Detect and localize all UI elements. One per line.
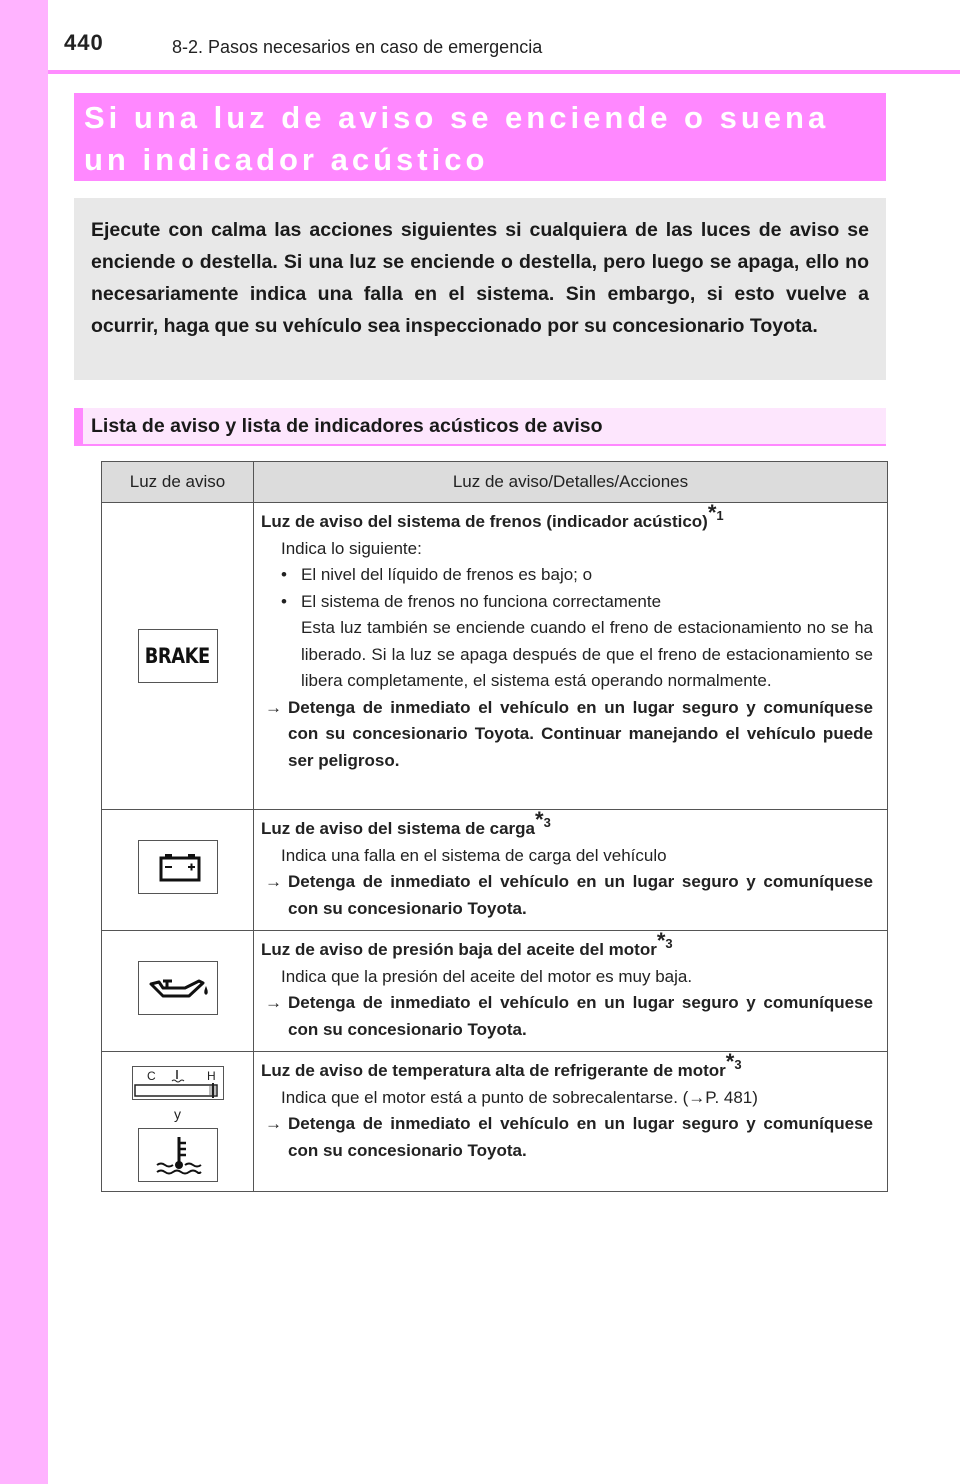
intro-box — [74, 198, 886, 380]
arrow-right-icon: → — [265, 697, 282, 717]
svg-text:C: C — [146, 1069, 156, 1083]
details-cell — [254, 1049, 888, 1192]
table-header-row — [102, 462, 888, 503]
arrow-right-icon: → — [265, 872, 282, 891]
temperature-gauge-icon — [132, 1066, 224, 1100]
icon-cell — [102, 810, 254, 931]
header-divider — [48, 70, 960, 74]
subheading-bar — [74, 408, 886, 446]
oil-pressure-icon — [138, 961, 218, 1015]
coolant-temperature-icon — [138, 1128, 218, 1182]
row-action: → Detenga de inmediato el vehículo en un lugar seguro y comuníquese con su concesionario Toyota. — [261, 1111, 873, 1164]
row-title: Luz de aviso de presión baja del aceite del motor$^{*3}$ — [261, 928, 673, 959]
icon-connector-text: y — [174, 1106, 181, 1122]
table-row — [102, 503, 888, 810]
row-action: → Detenga de inmediato el vehículo en un lugar seguro y comuníquese con su concesionario Toyota. — [261, 869, 873, 922]
details-cell — [254, 500, 888, 810]
section-breadcrumb: 8-2. Pasos necesarios en caso de emergencia — [172, 37, 543, 57]
column-header-details: Luz de aviso/Detalles/Acciones — [254, 462, 888, 503]
icon-cell — [102, 503, 254, 810]
icon-cell — [102, 931, 254, 1052]
intro-text: Ejecute con calma las acciones siguientes si cualquiera de las luces de aviso se enciende o destella. Si una luz se enciende o destella, pero luego se apaga, ello no necesariamente indica una falla en el sistema. Sin embargo, si esto vuelve a ocurrir, haga que su vehículo sea inspeccionado por su concesionario Toyota. — [91, 219, 869, 337]
side-color-band — [0, 0, 48, 1484]
svg-text:H: H — [206, 1069, 216, 1083]
row-description: Indica una falla en el sistema de carga del vehículo — [281, 845, 667, 865]
page-number: 440 — [64, 30, 104, 55]
arrow-right-icon: → — [265, 1114, 282, 1133]
brake-icon-label: BRAKE — [144, 644, 211, 668]
battery-charge-icon — [138, 840, 218, 894]
warning-table — [101, 461, 888, 1192]
row-note: Esta luz también se enciende cuando el freno de estacionamiento no se ha liberado. Si la luz se apaga después de que el freno de estacionamiento se libera completamente, el sistema está operando normalmente. — [301, 618, 873, 690]
row-description: Indica que el motor está a punto de sobrecalentarse. (→P. 481) — [281, 1087, 758, 1107]
table-row — [102, 1052, 888, 1192]
table-row — [102, 810, 888, 931]
title-banner — [74, 93, 886, 181]
details-cell — [254, 807, 888, 931]
icon-cell — [102, 1052, 254, 1192]
bullet-item: • El sistema de frenos no funciona correctamente — [281, 591, 662, 611]
table-row — [102, 931, 888, 1052]
row-title: Luz de aviso del sistema de carga$^{*3}$ — [261, 807, 551, 838]
details-cell — [254, 928, 888, 1052]
column-header-light: Luz de aviso — [102, 462, 254, 503]
row-description: Indica lo siguiente: — [281, 538, 422, 558]
subheading-accent — [74, 408, 83, 444]
row-title: Luz de aviso del sistema de frenos (indicador acústico)$^{*1}$ — [261, 500, 724, 531]
bullet-item: • El nivel del líquido de frenos es bajo; o — [281, 565, 593, 584]
subheading-title: Lista de aviso y lista de indicadores acústicos de aviso — [91, 415, 603, 437]
row-action: → Detenga de inmediato el vehículo en un lugar seguro y comuníquese con su concesionario Toyota. — [261, 990, 873, 1043]
row-action: → Detenga de inmediato el vehículo en un lugar seguro y comuníquese con su concesionario Toyota. Continuar manejando el vehículo puede ser peligroso. — [261, 695, 873, 775]
arrow-right-icon: → — [265, 993, 282, 1012]
row-title: Luz de aviso de temperatura alta de refrigerante de motor$^{*3}$ — [261, 1049, 742, 1080]
brake-warning-icon — [138, 629, 218, 683]
row-description: Indica que la presión del aceite del motor es muy baja. — [281, 966, 693, 986]
page-title: Si una luz de aviso se enciende o suena un indicador acústico — [84, 100, 830, 177]
